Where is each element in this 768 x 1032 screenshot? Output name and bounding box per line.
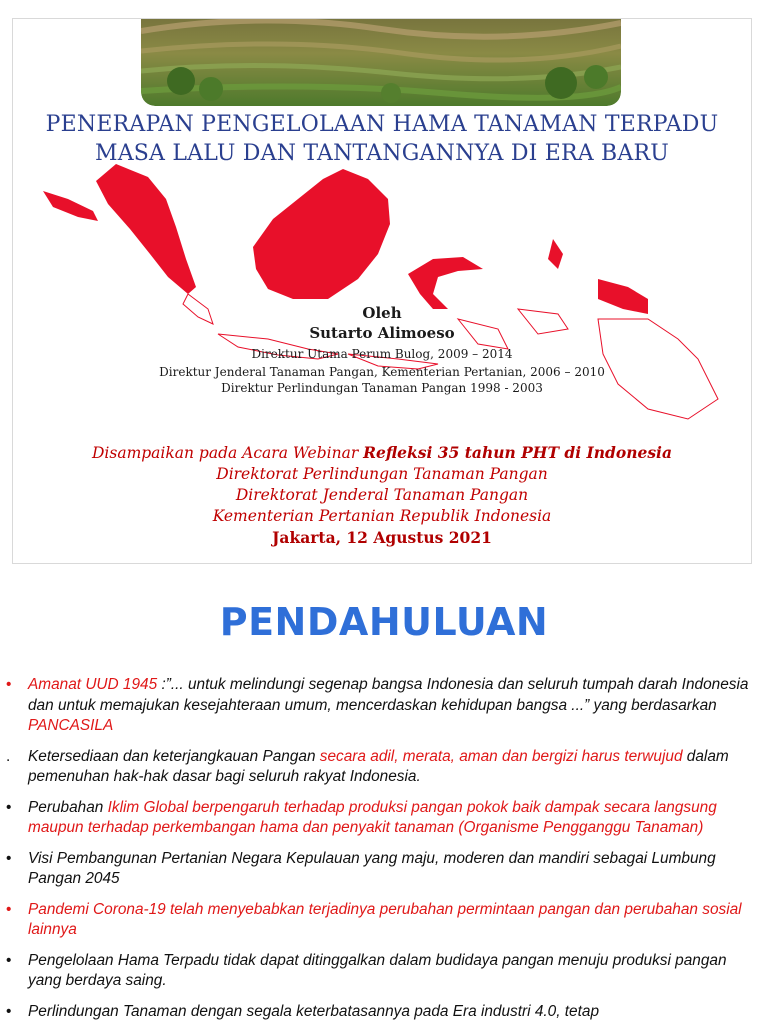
event-name: Refleksi 35 tahun PHT di Indonesia	[363, 443, 672, 462]
list-item	[6, 951, 762, 992]
list-item	[6, 1002, 762, 1023]
role-2: Direktur Jenderal Tanaman Pangan, Kementerian Pertanian, 2006 – 2010	[159, 365, 605, 379]
org-1: Direktorat Perlindungan Tanaman Pangan	[216, 465, 548, 483]
place-date: Jakarta, 12 Agustus 2021	[272, 528, 492, 547]
bullet-list	[6, 675, 762, 1032]
bullet-marker: .	[6, 747, 11, 765]
bullet-marker: •	[6, 951, 12, 969]
bullet-2-text-a: Ketersediaan dan keterjangkauan Pangan	[28, 747, 320, 765]
list-item	[6, 900, 762, 941]
bullet-2-text-b: dalam pemenuhan hak-hak dasar bagi seluruh rakyat Indonesia.	[28, 747, 729, 785]
bullet-marker: •	[6, 676, 12, 693]
bullet-marker: •	[6, 900, 12, 918]
bullet-1-text: :”... untuk melindungi segenap bangsa Indonesia dan seluruh tumpah darah Indonesia dan untuk memajukan kesejahteraan umum, mencerdaskan kehidupan bangsa ...” yang berdasarkan	[28, 676, 749, 714]
org-2: Direktorat Jenderal Tanaman Pangan	[235, 486, 529, 504]
title-line-1: PENERAPAN PENGELOLAAN HAMA TANAMAN TERPADU	[45, 112, 719, 137]
bullet-4-text: Visi Pembangunan Pertanian Negara Kepulauan yang maju, moderen dan mandiri sebagai Lumbung Pangan 2045	[28, 849, 716, 887]
bullet-1-pancasila: PANCASILA	[28, 717, 114, 734]
bullet-marker: •	[6, 1002, 12, 1020]
bullet-marker: •	[6, 798, 12, 816]
title-slide	[12, 18, 752, 564]
bullet-6-text: Pengelolaan Hama Terpadu tidak dapat ditinggalkan dalam budidaya pangan menuju produksi pangan yang berdaya saing.	[28, 951, 727, 989]
bullet-3-highlight: Iklim Global berpengaruh terhadap produksi pangan pokok baik dampak secara langsung maupun terhadap perkembangan hama dan penyakit tanaman (Organisme Pengganggu Tanaman)	[28, 798, 717, 836]
bullet-1-highlight: Amanat UUD 1945	[28, 676, 162, 693]
role-1: Direktur Utama Perum Bulog, 2009 – 2014	[251, 347, 513, 361]
author-name: Sutarto Alimoeso	[309, 324, 455, 342]
bullet-3-text: Perubahan	[28, 798, 108, 816]
list-item	[6, 798, 762, 839]
section-heading: PENDAHULUAN	[219, 600, 549, 644]
bullet-5-text: Pandemi Corona-19 telah menyebabkan terjadinya perubahan permintaan pangan dan perubahan sosial lainnya	[28, 900, 742, 938]
event-prefix: Disampaikan pada Acara Webinar	[91, 444, 364, 462]
list-item	[6, 747, 762, 788]
bullet-marker: •	[6, 849, 12, 867]
bullet-2-highlight: secara adil, merata, aman dan bergizi harus terwujud	[319, 747, 683, 765]
title-line-2: MASA LALU DAN TANTANGANNYA DI ERA BARU	[94, 141, 670, 166]
rice-terrace-photo	[141, 18, 621, 106]
org-3: Kementerian Pertanian Republik Indonesia	[212, 507, 552, 525]
list-item	[6, 675, 762, 737]
event-line	[13, 443, 751, 462]
role-3: Direktur Perlindungan Tanaman Pangan 1998 - 2003	[221, 381, 543, 395]
list-item	[6, 849, 762, 890]
bullet-7-text: Perlindungan Tanaman dengan segala keterbatasannya pada Era industri 4.0, tetap	[28, 1002, 600, 1020]
by-label: Oleh	[362, 304, 402, 322]
